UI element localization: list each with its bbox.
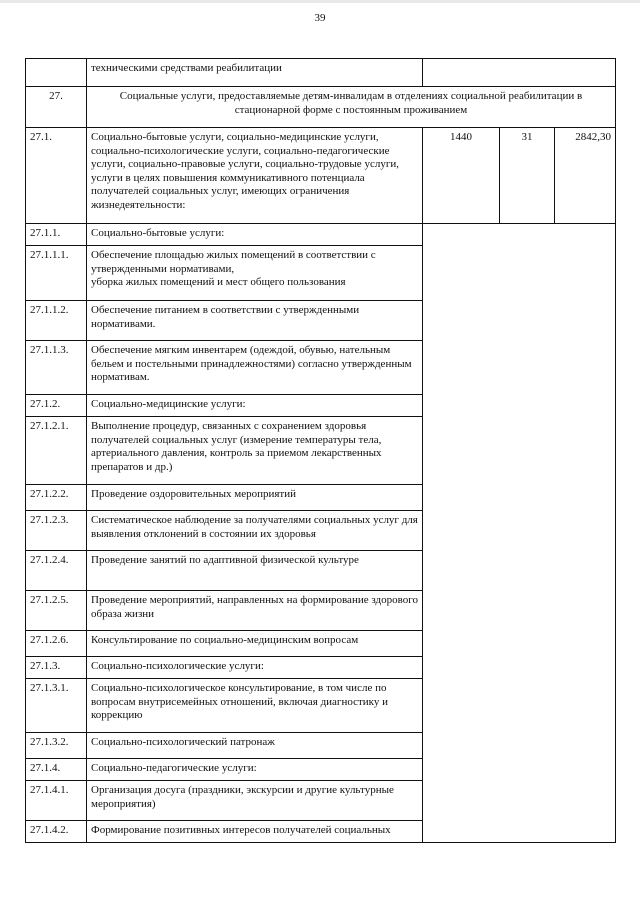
row-text: Социально-психологическое консультирование, в том числе по вопросам внутрисемейных отношений, включая диагностику и коррекцию xyxy=(87,679,423,733)
row-number: 27.1.3.2. xyxy=(26,733,87,759)
row-number: 27.1.4. xyxy=(26,759,87,781)
row-text: Выполнение процедур, связанных с сохранением здоровья получателей социальных услуг (измерение температуры тела, артериального давления, контроль за приемом лекарственных препаратов и др.) xyxy=(87,417,423,485)
values-cell xyxy=(423,59,616,87)
table-row xyxy=(26,224,616,246)
row-text: Социально-бытовые услуги, социально-медицинские услуги, социально-психологические услуги, социально-педагогические услуги, социально-правовые услуги, социально-трудовые услуги, услуги в целях повышения коммуникативного потенциала получателей социальных услуг, имеющих ограничения жизнедеятельности: xyxy=(87,128,423,224)
row-text-line: Обеспечение площадью жилых помещений в соответствии с утвержденными нормативами, xyxy=(91,249,376,275)
row-number xyxy=(26,59,87,87)
value-1: 1440 xyxy=(423,128,500,224)
row-text: Проведение занятий по адаптивной физической культуре xyxy=(87,551,423,591)
row-text: Социально-медицинские услуги: xyxy=(87,395,423,417)
row-number: 27.1.1.2. xyxy=(26,301,87,341)
row-text: Социально-педагогические услуги: xyxy=(87,759,423,781)
row-text: Проведение оздоровительных мероприятий xyxy=(87,485,423,511)
table-row xyxy=(26,87,616,128)
row-number: 27.1.1.1. xyxy=(26,246,87,301)
row-text: Социально-бытовые услуги: xyxy=(87,224,423,246)
row-text: Организация досуга (праздники, экскурсии и другие культурные мероприятия) xyxy=(87,781,423,821)
page-number: 39 xyxy=(314,12,326,24)
row-number: 27.1.3. xyxy=(26,657,87,679)
row-number: 27.1.2.3. xyxy=(26,511,87,551)
table-row xyxy=(26,59,616,87)
row-text: Систематическое наблюдение за получателями социальных услуг для выявления отклонений в состоянии их здоровья xyxy=(87,511,423,551)
scan-edge xyxy=(0,0,640,3)
row-text: Проведение мероприятий, направленных на формирование здорового образа жизни xyxy=(87,591,423,631)
row-number: 27.1.4.1. xyxy=(26,781,87,821)
row-text: Обеспечение питанием в соответствии с утвержденными нормативами. xyxy=(87,301,423,341)
row-text-line: уборка жилых помещений и мест общего пользования xyxy=(91,276,346,288)
row-number: 27.1.1.3. xyxy=(26,341,87,395)
row-text: Формирование позитивных интересов получателей социальных xyxy=(87,821,423,843)
row-text: Социально-психологический патронаж xyxy=(87,733,423,759)
value-3: 2842,30 xyxy=(555,128,616,224)
row-text xyxy=(87,246,423,301)
row-number: 27.1.4.2. xyxy=(26,821,87,843)
row-number: 27.1.2.2. xyxy=(26,485,87,511)
row-number: 27. xyxy=(26,87,87,128)
row-number: 27.1.2. xyxy=(26,395,87,417)
row-text: Обеспечение мягким инвентарем (одеждой, обувью, нательным бельем и постельными принадлежностями) согласно утвержденным нормативам. xyxy=(87,341,423,395)
row-number: 27.1.2.4. xyxy=(26,551,87,591)
section-heading: Социальные услуги, предоставляемые детям-инвалидам в отделениях социальной реабилитации в стационарной форме с постоянным проживанием xyxy=(87,87,616,128)
row-text: Социально-психологические услуги: xyxy=(87,657,423,679)
row-number: 27.1.2.6. xyxy=(26,631,87,657)
value-2: 31 xyxy=(500,128,555,224)
row-text: Консультирование по социально-медицинским вопросам xyxy=(87,631,423,657)
row-number: 27.1.2.5. xyxy=(26,591,87,631)
values-merged-cell xyxy=(423,224,616,843)
row-number: 27.1.1. xyxy=(26,224,87,246)
row-text: техническими средствами реабилитации xyxy=(87,59,423,87)
table-row xyxy=(26,128,616,224)
row-number: 27.1.3.1. xyxy=(26,679,87,733)
row-number: 27.1.2.1. xyxy=(26,417,87,485)
row-number: 27.1. xyxy=(26,128,87,224)
services-table xyxy=(25,58,616,843)
